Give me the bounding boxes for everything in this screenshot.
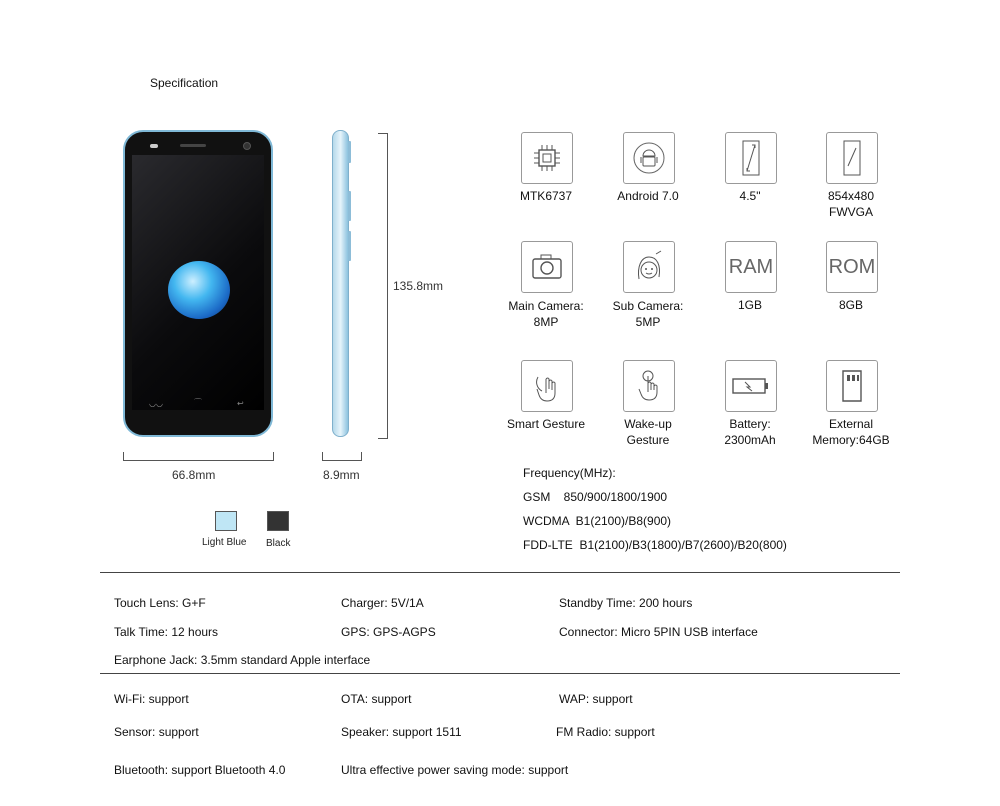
wallpaper-drop	[168, 261, 230, 319]
color-swatch-light-blue	[215, 511, 237, 531]
color-label: Light Blue	[202, 537, 247, 548]
color-label: Black	[266, 538, 291, 549]
dimension-tick	[361, 452, 362, 461]
icon-label: Android 7.0	[617, 189, 679, 203]
icon-label: Gesture	[626, 433, 670, 447]
icon-label: MTK6737	[519, 189, 573, 203]
spec-wap: WAP: support	[559, 692, 633, 706]
spec-fm-radio: FM Radio: support	[556, 725, 655, 739]
dimension-tick	[322, 452, 323, 461]
icon-label: Memory:64GB	[812, 433, 890, 447]
home-key-icon: ⌒	[194, 398, 202, 407]
proximity-sensor	[150, 144, 158, 148]
color-swatch-black	[267, 511, 289, 531]
gesture-icon	[521, 360, 573, 412]
screen-size-icon	[725, 132, 777, 184]
icon-label: 5MP	[635, 315, 661, 329]
dimension-tick	[273, 452, 274, 461]
icon-label: FWVGA	[829, 205, 873, 219]
sdcard-icon	[826, 360, 878, 412]
side-button	[348, 231, 351, 261]
spec-power-saving: Ultra effective power saving mode: support	[341, 763, 569, 777]
battery-icon	[725, 360, 777, 412]
frequency-gsm: GSM 850/900/1800/1900	[523, 490, 668, 504]
phone-front-image	[123, 130, 273, 437]
spec-connector: Connector: Micro 5PIN USB interface	[559, 625, 758, 639]
icon-label: 4.5"	[739, 189, 761, 203]
spec-talk-time: Talk Time: 12 hours	[114, 625, 219, 639]
dimension-tick	[378, 133, 388, 134]
chip-icon	[521, 132, 573, 184]
phone-screen	[132, 155, 264, 410]
frequency-fdd-lte: FDD-LTE B1(2100)/B3(1800)/B7(2600)/B20(800)	[523, 538, 787, 552]
earpiece	[180, 144, 206, 147]
side-button	[348, 141, 351, 163]
icon-label: 8GB	[838, 298, 863, 312]
camera-icon	[521, 241, 573, 293]
front-camera	[243, 142, 251, 150]
divider	[100, 673, 900, 674]
icon-label: Main Camera:	[508, 299, 584, 313]
resolution-icon	[826, 132, 878, 184]
page-title: Specification	[150, 76, 219, 90]
height-dimension-line	[387, 133, 388, 438]
side-button	[348, 191, 351, 221]
spec-gps: GPS: GPS-AGPS	[341, 625, 436, 639]
width-label: 66.8mm	[172, 468, 216, 482]
spec-wifi: Wi-Fi: support	[114, 692, 189, 706]
menu-key-icon: ◡◡	[149, 399, 163, 408]
spec-touch-lens: Touch Lens: G+F	[114, 596, 206, 610]
icon-label: 2300mAh	[724, 433, 776, 447]
dimension-tick	[378, 438, 388, 439]
spec-bluetooth: Bluetooth: support Bluetooth 4.0	[114, 763, 286, 777]
selfie-icon	[623, 241, 675, 293]
depth-dimension-line	[322, 460, 362, 461]
ram-icon: RAM	[725, 241, 777, 293]
dimension-tick	[123, 452, 124, 461]
phone-side-image	[332, 130, 349, 437]
spec-earphone-jack: Earphone Jack: 3.5mm standard Apple interface	[114, 653, 371, 667]
android-icon	[623, 132, 675, 184]
spec-ota: OTA: support	[341, 692, 412, 706]
spec-sensor: Sensor: support	[114, 725, 199, 739]
icon-label: Sub Camera:	[612, 299, 684, 313]
height-label: 135.8mm	[393, 279, 444, 293]
depth-label: 8.9mm	[323, 468, 360, 482]
width-dimension-line	[123, 460, 274, 461]
frequency-wcdma: WCDMA B1(2100)/B8(900)	[523, 514, 672, 528]
icon-label: Wake-up	[624, 417, 672, 431]
rom-icon: ROM	[826, 241, 878, 293]
frequency-heading: Frequency(MHz):	[523, 466, 616, 480]
back-key-icon: ↩	[237, 399, 244, 408]
icon-label: 854x480	[827, 189, 875, 203]
divider	[100, 572, 900, 573]
icon-label: Smart Gesture	[506, 417, 586, 431]
icon-label: 8MP	[533, 315, 559, 329]
icon-label: External	[828, 417, 874, 431]
wakeup-icon	[623, 360, 675, 412]
icon-label: 1GB	[737, 298, 762, 312]
icon-label: Battery:	[729, 417, 771, 431]
spec-speaker: Speaker: support 1511	[341, 725, 462, 739]
spec-charger: Charger: 5V/1A	[341, 596, 424, 610]
spec-standby-time: Standby Time: 200 hours	[559, 596, 693, 610]
